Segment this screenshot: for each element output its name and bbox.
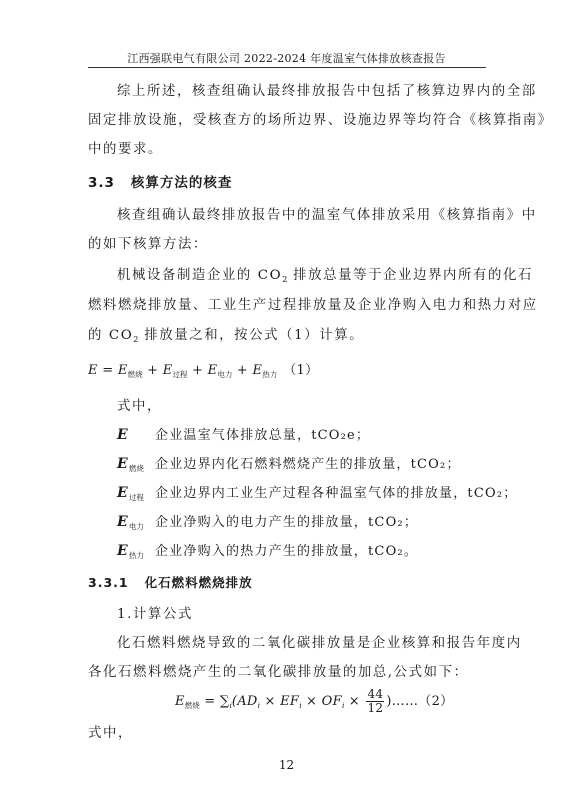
formula-operator: × <box>344 694 365 709</box>
paragraph-line: 各化石燃料燃烧产生的二氧化碳排放量的加总,公式如下： <box>88 665 469 680</box>
formula-subscript: 燃烧 <box>127 370 143 379</box>
definition-subscript: 电力 <box>128 522 144 531</box>
definition-text: 企业净购入的热力产生的排放量，tCO₂。 <box>155 544 419 559</box>
formula-symbol: E <box>162 363 173 378</box>
paragraph-line: 化石燃料燃烧导致的二氧化碳排放量是企业核算和报告年度内 <box>117 636 522 651</box>
definition-text: 企业边界内化石燃料燃烧产生的排放量，tCO₂； <box>155 457 461 472</box>
paragraph-line: 综上所述，核查组确认最终排放报告中包括了核算边界内的全部 <box>117 84 537 99</box>
formula-symbol: E <box>117 363 128 378</box>
definition-row <box>117 453 461 474</box>
formula-label: )……（2） <box>386 694 454 709</box>
definition-text: 企业边界内工业生产过程各种温室气体的排放量，tCO₂； <box>155 486 518 501</box>
paragraph-line <box>117 264 533 284</box>
formula-term: × OF <box>301 694 342 709</box>
paragraph-line: 核查组确认最终排放报告中的温室气体排放采用《核算指南》中 <box>117 208 537 223</box>
text-run: 的 CO <box>88 328 134 343</box>
section-heading-3-3 <box>88 171 232 191</box>
fraction-numerator: 44 <box>367 687 384 701</box>
formula-subscript: i <box>229 701 232 710</box>
formula-operator: + <box>232 363 253 378</box>
formula-symbol: E <box>252 363 263 378</box>
text-run: 排放量之和，按公式（1）计算。 <box>138 328 365 343</box>
formula-symbol: E <box>175 694 185 709</box>
formula-2 <box>175 688 453 715</box>
formula-subscript: i <box>257 701 261 710</box>
fraction-denominator: 12 <box>367 701 384 715</box>
formula-label: （1） <box>283 363 319 378</box>
definition-text: 企业净购入的电力产生的排放量，tCO₂； <box>155 515 419 530</box>
paragraph-line <box>88 324 364 344</box>
definition-row <box>117 424 370 444</box>
formula-subscript: 热力 <box>262 370 278 379</box>
formula-operator: + <box>142 363 163 378</box>
definition-symbol: E <box>117 543 129 559</box>
definition-subscript: 过程 <box>128 493 144 502</box>
definition-symbol: E <box>117 485 129 501</box>
definition-symbol: E <box>117 427 129 443</box>
formula-subscript: 电力 <box>217 370 233 379</box>
formula-term: (AD <box>231 694 258 709</box>
definition-row <box>117 482 517 503</box>
formula-sum: = ∑ <box>199 694 230 709</box>
section-number: 3.3.1 <box>88 575 129 590</box>
section-title: 核算方法的核查 <box>130 175 233 191</box>
formula-operator: = <box>97 363 118 378</box>
definition-row <box>117 511 418 532</box>
section-title: 化石燃料燃烧排放 <box>144 575 253 590</box>
subscript: 2 <box>133 335 139 344</box>
definition-text: 企业温室气体排放总量，tCO₂e； <box>155 428 371 443</box>
where-label: 式中， <box>117 399 162 414</box>
definition-symbol: E <box>117 456 129 472</box>
formula-1 <box>88 359 318 380</box>
paragraph-line: 1.计算公式 <box>117 607 193 622</box>
formula-subscript: 燃烧 <box>184 701 200 710</box>
paragraph-line: 的如下核算方法： <box>88 237 208 252</box>
text-run: 机械设备制造企业的 CO <box>117 268 283 283</box>
section-number: 3.3 <box>88 175 115 191</box>
page-number: 12 <box>278 758 295 772</box>
paragraph-line: 燃料燃烧排放量、工业生产过程排放量及企业净购入电力和热力对应 <box>88 298 538 313</box>
where-label: 式中， <box>88 726 133 741</box>
paragraph-line: 固定排放设施，受核查方的场所边界、设施边界等均符合《核算指南》 <box>88 113 553 128</box>
definition-subscript: 燃烧 <box>128 464 144 473</box>
section-heading-3-3-1 <box>88 573 253 591</box>
formula-subscript: i <box>341 701 345 710</box>
formula-fraction <box>366 688 384 715</box>
text-run: 排放总量等于企业边界内所有的化石 <box>287 268 534 283</box>
header-rule <box>88 67 486 68</box>
definition-symbol: E <box>117 514 129 530</box>
subscript: 2 <box>282 275 288 284</box>
definition-row <box>117 540 418 561</box>
formula-symbol: E <box>207 363 218 378</box>
formula-symbol: E <box>88 363 98 378</box>
page-header: 江西强联电气有限公司 2022-2024 年度温室气体排放核查报告 <box>127 52 446 65</box>
formula-term: × EF <box>260 694 300 709</box>
formula-subscript: 过程 <box>172 370 188 379</box>
formula-subscript: i <box>299 701 302 710</box>
definition-subscript: 热力 <box>128 551 144 560</box>
formula-operator: + <box>187 363 208 378</box>
paragraph-line: 中的要求。 <box>88 142 163 157</box>
